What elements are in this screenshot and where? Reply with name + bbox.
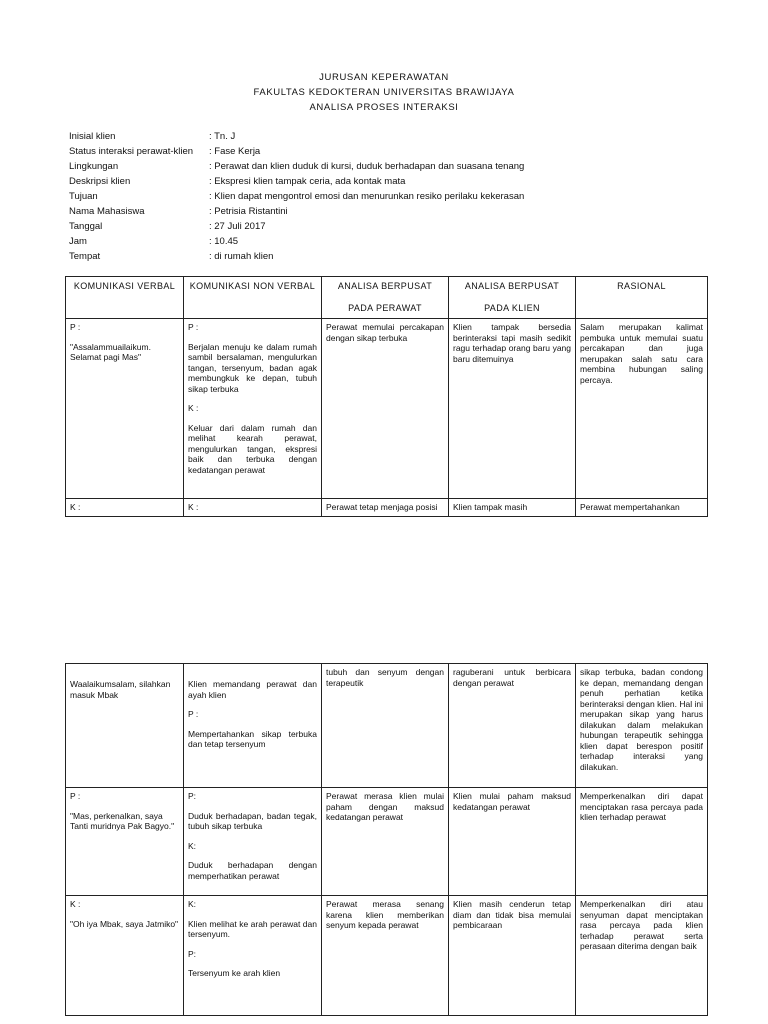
- header-komunikasi-non-verbal: KOMUNIKASI NON VERBAL: [184, 277, 322, 319]
- header-komunikasi-verbal: KOMUNIKASI VERBAL: [66, 277, 184, 319]
- cell-verbal: Waalaikumsalam, silahkan masuk Mbak: [66, 664, 184, 788]
- cell-nonverbal: Klien memandang perawat dan ayah klien P : Mempertahankan sikap terbuka dan tetap tersenyum: [184, 664, 322, 788]
- cell-analisa-perawat: tubuh dan senyum dengan terapeutik: [322, 664, 449, 788]
- info-row-lingkungan: Lingkungan : Perawat dan klien duduk di kursi, duduk berhadapan dan suasana tenang: [69, 161, 525, 172]
- cell-rasional: Memperkenalkan diri dapat menciptakan rasa percaya pada klien terhadap perawat: [576, 788, 708, 896]
- cell-nonverbal: P: Duduk berhadapan, badan tegak, tubuh sikap terbuka K: Duduk berhadapan dengan memperhatikan perawat: [184, 788, 322, 896]
- header-analisa-perawat: ANALISA BERPUSAT PADA PERAWAT: [322, 277, 449, 319]
- cell-analisa-perawat: Perawat tetap menjaga posisi: [322, 499, 449, 517]
- info-row-tempat: Tempat : di rumah klien: [69, 251, 274, 262]
- cell-rasional: Salam merupakan kalimat pembuka untuk memulai suatu percakapan dan juga merupakan salah satu cara membina hubungan saling percaya.: [576, 319, 708, 499]
- cell-rasional: Perawat mempertahankan: [576, 499, 708, 517]
- info-row-deskripsi: Deskripsi klien : Ekspresi klien tampak ceria, ada kontak mata: [69, 176, 406, 187]
- table-row: [66, 788, 708, 896]
- table-row: [66, 664, 708, 788]
- header-title: ANALISA PROSES INTERAKSI: [309, 102, 459, 113]
- cell-analisa-perawat: Perawat merasa senang karena klien memberikan senyum kepada perawat: [322, 896, 449, 1016]
- interaction-table-page1: [65, 276, 708, 517]
- header-faculty: FAKULTAS KEDOKTERAN UNIVERSITAS BRAWIJAYA: [253, 87, 515, 98]
- client-info-list: [69, 129, 524, 264]
- cell-nonverbal: K: Klien melihat ke arah perawat dan tersenyum. P: Tersenyum ke arah klien: [184, 896, 322, 1016]
- info-row-inisial: Inisial klien : Tn. J: [69, 131, 236, 142]
- header-department: JURUSAN KEPERAWATAN: [319, 72, 449, 83]
- cell-verbal: K : "Oh iya Mbak, saya Jatmiko": [66, 896, 184, 1016]
- cell-analisa-klien: raguberani untuk berbicara dengan perawat: [449, 664, 576, 788]
- cell-analisa-klien: Klien masih cenderun tetap diam dan tidak bisa memulai pembicaraan: [449, 896, 576, 1016]
- table-row: [66, 499, 708, 517]
- info-row-mahasiswa: Nama Mahasiswa : Petrisia Ristantini: [69, 206, 288, 217]
- cell-analisa-klien: Klien tampak masih: [449, 499, 576, 517]
- interaction-table-page2: [65, 663, 708, 1016]
- table-header-row: [66, 277, 708, 319]
- header-rasional: RASIONAL: [576, 277, 708, 319]
- info-row-tanggal: Tanggal : 27 Juli 2017: [69, 221, 266, 232]
- cell-verbal: K :: [66, 499, 184, 517]
- cell-analisa-klien: Klien mulai paham maksud kedatangan perawat: [449, 788, 576, 896]
- cell-nonverbal: K :: [184, 499, 322, 517]
- header-analisa-klien: ANALISA BERPUSAT PADA KLIEN: [449, 277, 576, 319]
- cell-rasional: sikap terbuka, badan condong ke depan, memandang dengan penuh perhatian ketika berinteraksi dengan klien. Hal ini merupakan sikap yang harus dilakukan dalam melakukan hubungan terapeutik sehingga klien dapat berespon positif terhadap interaksi yang dilakukan.: [576, 664, 708, 788]
- cell-analisa-perawat: Perawat merasa klien mulai paham dengan maksud kedatangan perawat: [322, 788, 449, 896]
- table-row: [66, 896, 708, 1016]
- table-row: [66, 319, 708, 499]
- info-row-status: Status interaksi perawat-klien : Fase Kerja: [69, 146, 261, 157]
- cell-analisa-klien: Klien tampak bersedia berinteraksi tapi masih sedikit ragu terhadap orang baru yang baru ditemuinya: [449, 319, 576, 499]
- cell-nonverbal: P : Berjalan menuju ke dalam rumah sambil bersalaman, mengulurkan tangan, tersenyum, badan agak membungkuk ke depan, tubuh sikap terbuka K : Keluar dari dalam rumah dan melihat kearah perawat, mengulurkan tangan, ekspresi baik dan terbuka dengan kedatangan perawat: [184, 319, 322, 499]
- cell-verbal: P : "Assalammuailaikum. Selamat pagi Mas": [66, 319, 184, 499]
- info-row-tujuan: Tujuan : Klien dapat mengontrol emosi dan menurunkan resiko perilaku kekerasan: [69, 191, 525, 202]
- cell-rasional: Memperkenalkan diri atau senyuman dapat menciptakan rasa percaya pada klien terhadap perawat serta perasaan diterima dengan baik: [576, 896, 708, 1016]
- document-header: [0, 70, 768, 115]
- cell-verbal: P : "Mas, perkenalkan, saya Tanti muridnya Pak Bagyo.": [66, 788, 184, 896]
- cell-analisa-perawat: Perawat memulai percakapan dengan sikap terbuka: [322, 319, 449, 499]
- info-row-jam: Jam : 10.45: [69, 236, 239, 247]
